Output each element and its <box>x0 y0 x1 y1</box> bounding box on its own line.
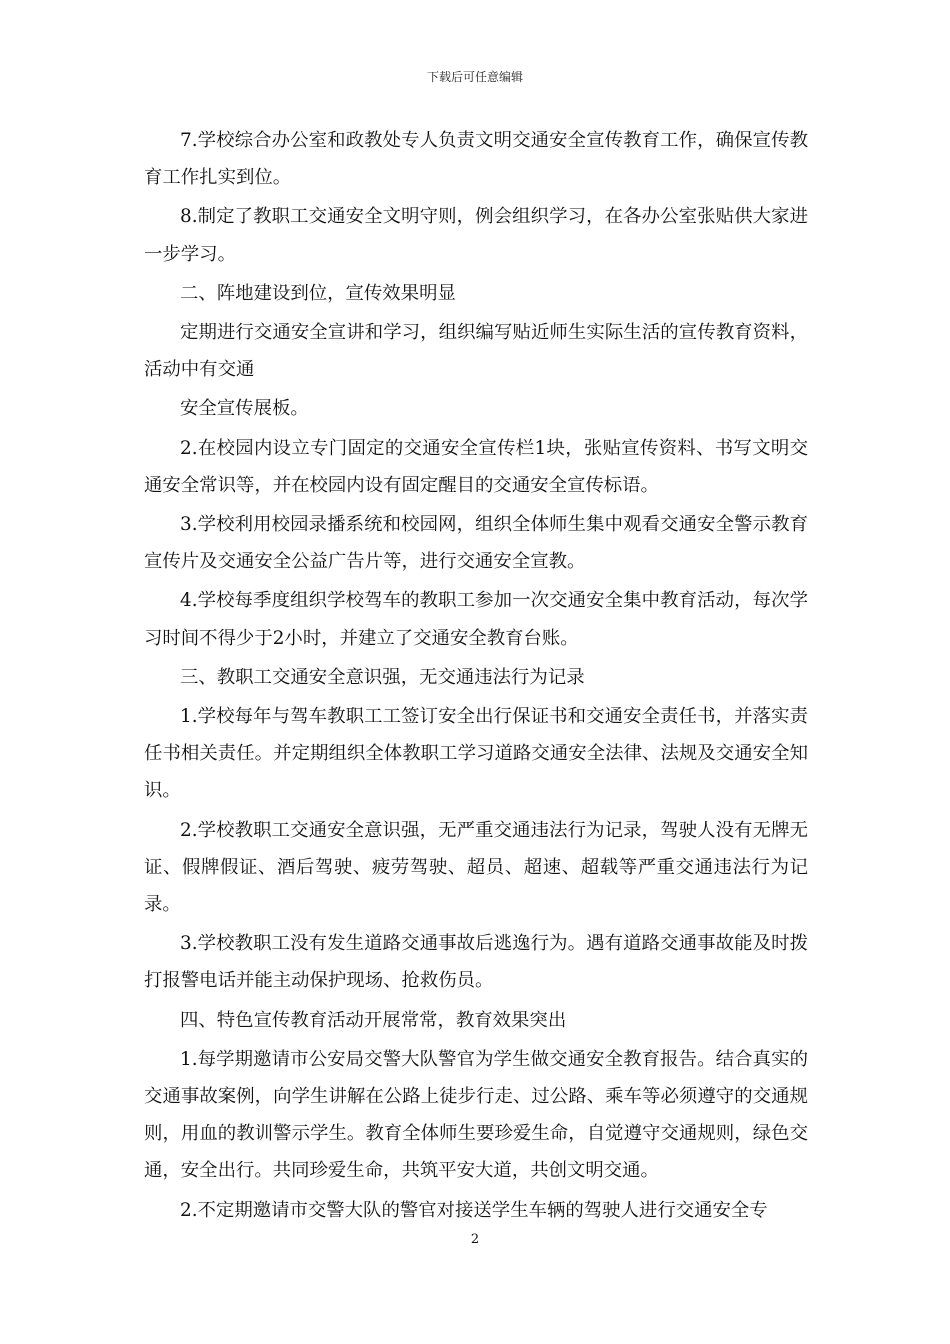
paragraph-item-7: 7.学校综合办公室和政教处专人负责文明交通安全宣传教育工作，确保宣传教育工作扎实到位。 <box>144 130 808 189</box>
paragraph-item-1-police-report: 1.每学期邀请市公安局交警大队警官为学生做交通安全教育报告。结合真实的交通事故案例，向学生讲解在公路上徒步行走、过公路、乘车等必须遵守的交通规则，用血的教训警示学生。教育全体师生要珍爱生命，自觉遵守交通规则，绿色交通，安全出行。共同珍爱生命，共筑平安大道，共创文明交通。 <box>144 1048 808 1182</box>
section-heading-2: 二、阵地建设到位，宣传效果明显 <box>180 282 456 304</box>
paragraph-item-2-drivers: 2.不定期邀请市交警大队的警官对接送学生车辆的驾驶人进行交通安全专 <box>180 1199 768 1221</box>
paragraph-item-2-bulletin: 2.在校园内设立专门固定的交通安全宣传栏1块，张贴宣传资料、书写文明交通安全常识等，并在校园内设有固定醒目的交通安全宣传标语。 <box>144 437 808 496</box>
paragraph-item-3-broadcast: 3.学校利用校园录播系统和校园网，组织全体师生集中观看交通安全警示教育宣传片及交通安全公益广告片等，进行交通安全宣教。 <box>144 514 808 573</box>
paragraph-display-boards: 安全宣传展板。 <box>180 398 309 420</box>
paragraph-item-4-quarterly: 4.学校每季度组织学校驾车的教职工参加一次交通安全集中教育活动，每次学习时间不得少于2小时，并建立了交通安全教育台账。 <box>144 590 808 649</box>
paragraph-item-2-awareness: 2.学校教职工交通安全意识强，无严重交通违法行为记录，驾驶人没有无牌无证、假牌假证、酒后驾驶、疲劳驾驶、超员、超速、超载等严重交通违法行为记录。 <box>144 819 808 916</box>
paragraph-item-8: 8.制定了教职工交通安全文明守则，例会组织学习，在各办公室张贴供大家进一步学习。 <box>144 206 808 265</box>
section-heading-3: 三、教职工交通安全意识强，无交通违法行为记录 <box>180 666 585 688</box>
paragraph-item-3-no-hit-run: 3.学校教职工没有发生道路交通事故后逃逸行为。遇有道路交通事故能及时拨打报警电话并能主动保护现场、抢救伤员。 <box>144 933 808 992</box>
document-body <box>144 122 808 1231</box>
section-heading-4: 四、特色宣传教育活动开展常常，教育效果突出 <box>180 1009 567 1031</box>
paragraph-item-1-agreements: 1.学校每年与驾车教职工工签订安全出行保证书和交通安全责任书，并落实责任书相关责任。并定期组织全体教职工学习道路交通安全法律、法规及交通安全知识。 <box>144 706 808 802</box>
page-header: 下载后可任意编辑 <box>426 70 523 84</box>
page-number: 2 <box>470 1232 480 1247</box>
paragraph-regular-publicity: 定期进行交通安全宣讲和学习，组织编写贴近师生实际生活的宣传教育资料，活动中有交通 <box>144 322 808 381</box>
